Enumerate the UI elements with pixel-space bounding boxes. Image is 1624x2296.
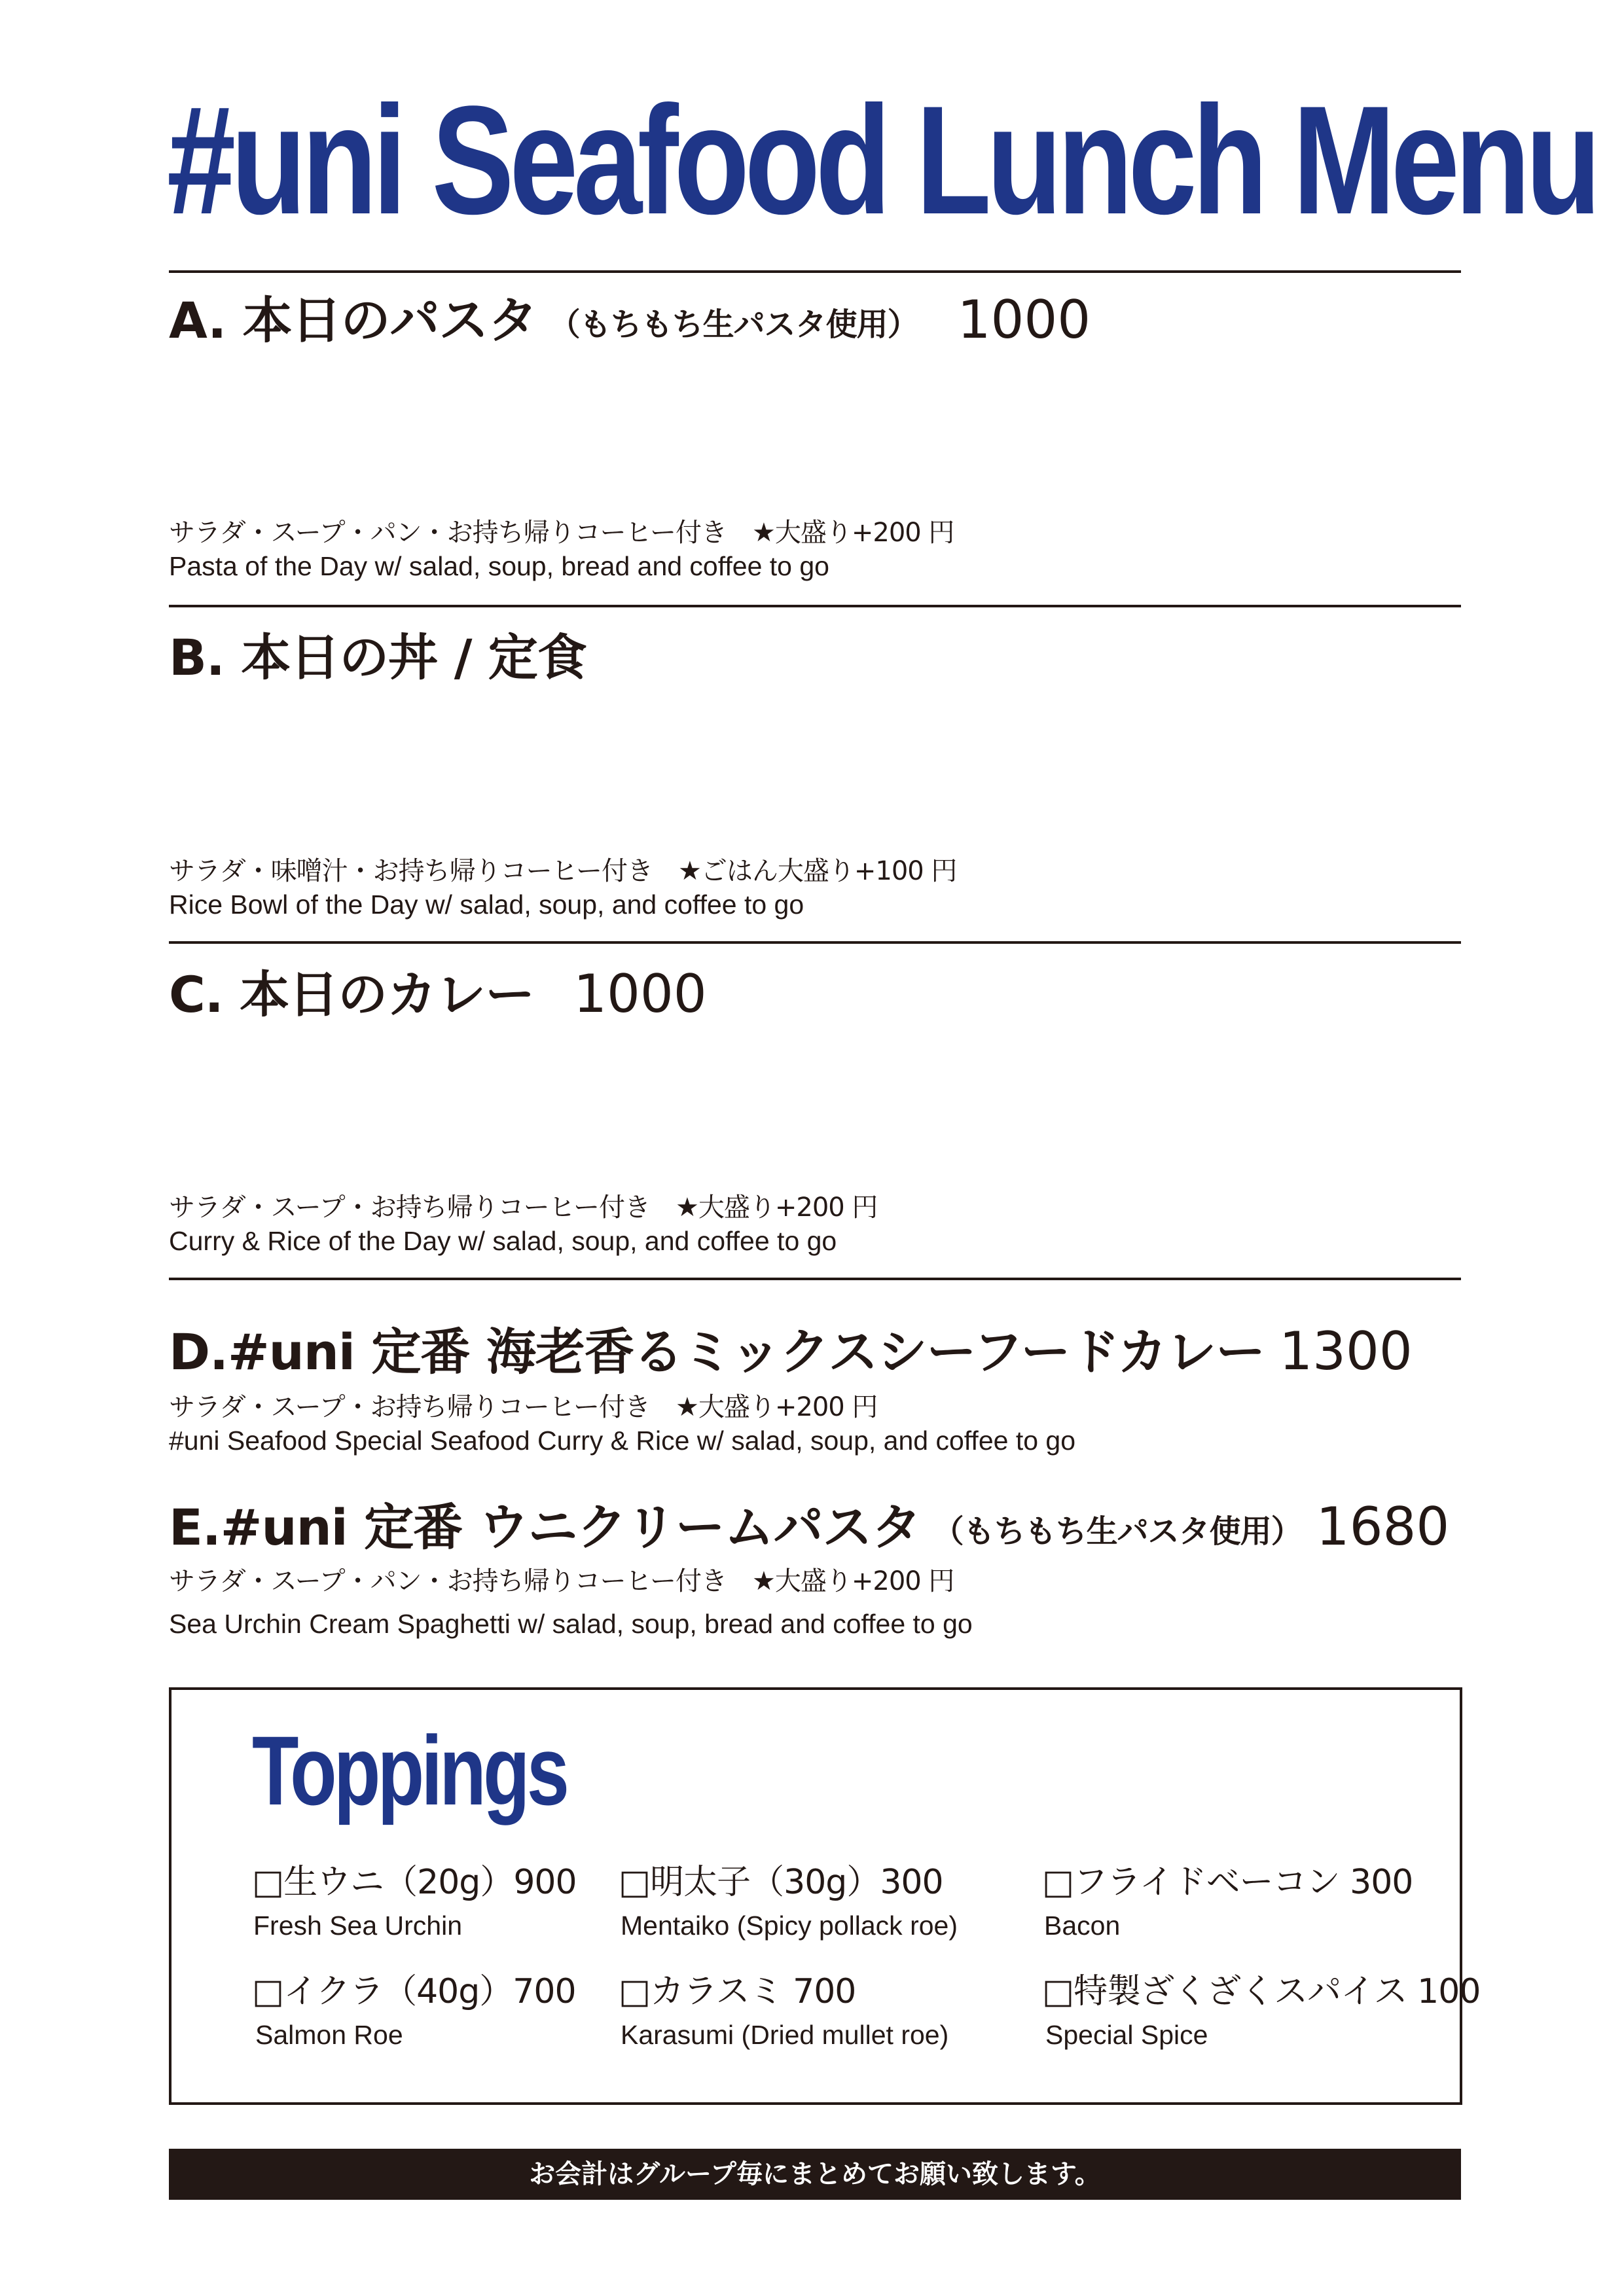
- menu-item-b-desc-jp: サラダ・味噌汁・お持ち帰りコーヒー付き ★ごはん大盛り+100 円: [169, 856, 957, 886]
- checkbox-icon[interactable]: □: [252, 1972, 284, 2011]
- menu-title: #uni Seafood Lunch Menu: [167, 74, 1597, 247]
- topping-item[interactable]: [619, 1863, 943, 1902]
- item-name: C. 本日のカレー: [169, 965, 535, 1024]
- item-price: 1000: [573, 963, 707, 1024]
- divider: [169, 270, 1461, 273]
- menu-item-c-desc-jp: サラダ・スープ・お持ち帰りコーヒー付き ★大盛り+200 円: [169, 1193, 878, 1223]
- topping-label-en: Special Spice: [1045, 2020, 1208, 2050]
- topping-item[interactable]: [252, 1863, 577, 1902]
- checkbox-icon[interactable]: □: [619, 1972, 651, 2011]
- topping-item[interactable]: [1042, 1972, 1480, 2011]
- menu-item-a-desc-jp: サラダ・スープ・パン・お持ち帰りコーヒー付き ★大盛り+200 円: [169, 518, 954, 548]
- divider: [169, 941, 1461, 944]
- topping-item[interactable]: [619, 1972, 856, 2011]
- menu-item-b-title: [169, 630, 586, 686]
- menu-item-d-title: [169, 1323, 1413, 1380]
- item-name: E.#uni 定番 ウニクリームパスタ: [169, 1498, 921, 1556]
- topping-item[interactable]: [1042, 1863, 1413, 1902]
- item-price: 1000: [957, 289, 1091, 350]
- topping-label: 生ウニ（20g）900: [283, 1863, 577, 1902]
- topping-label-en: Fresh Sea Urchin: [253, 1910, 463, 1941]
- topping-label-en: Karasumi (Dried mullet roe): [621, 2020, 949, 2050]
- item-note: （もちもち生パスタ使用）: [549, 306, 918, 343]
- topping-label-en: Salmon Roe: [255, 2020, 403, 2050]
- topping-label: 明太子（30g）300: [650, 1863, 943, 1902]
- checkbox-icon[interactable]: □: [1042, 1972, 1074, 2011]
- footer-notice: お会計はグループ毎にまとめてお願い致します。: [169, 2149, 1461, 2200]
- menu-item-a-title: [169, 289, 1091, 353]
- checkbox-icon[interactable]: □: [252, 1863, 284, 1902]
- item-name: D.#uni 定番 海老香るミックスシーフードカレー: [169, 1323, 1265, 1381]
- menu-item-d-desc-jp: サラダ・スープ・お持ち帰りコーヒー付き ★大盛り+200 円: [169, 1392, 878, 1422]
- menu-item-e-title: [169, 1496, 1450, 1560]
- topping-label-en: Bacon: [1044, 1910, 1121, 1941]
- divider: [169, 1278, 1461, 1280]
- menu-item-d-desc-en: #uni Seafood Special Seafood Curry & Rice w/ salad, soup, and coffee to go: [169, 1426, 1076, 1456]
- item-note: （もちもち生パスタ使用）: [932, 1513, 1302, 1550]
- menu-item-b-desc-en: Rice Bowl of the Day w/ salad, soup, and coffee to go: [169, 889, 804, 920]
- topping-label-en: Mentaiko (Spicy pollack roe): [621, 1910, 958, 1941]
- menu-item-e-desc-jp: サラダ・スープ・パン・お持ち帰りコーヒー付き ★大盛り+200 円: [169, 1566, 954, 1596]
- topping-label: 特製ざくざくスパイス 100: [1074, 1972, 1481, 2011]
- item-price: 1680: [1316, 1496, 1450, 1557]
- menu-item-e-desc-en: Sea Urchin Cream Spaghetti w/ salad, soup, bread and coffee to go: [169, 1609, 973, 1639]
- toppings-title: Toppings: [252, 1715, 567, 1825]
- topping-label: フライドベーコン 300: [1074, 1863, 1413, 1902]
- menu-item-c-desc-en: Curry & Rice of the Day w/ salad, soup, and coffee to go: [169, 1226, 837, 1256]
- divider: [169, 605, 1461, 607]
- item-name: A. 本日のパスタ: [169, 291, 537, 350]
- item-name: B. 本日の丼 / 定食: [169, 628, 586, 687]
- checkbox-icon[interactable]: □: [1042, 1863, 1074, 1902]
- item-price: 1300: [1279, 1321, 1413, 1382]
- checkbox-icon[interactable]: □: [619, 1863, 651, 1902]
- topping-label: イクラ（40g）700: [283, 1972, 576, 2011]
- menu-item-a-desc-en: Pasta of the Day w/ salad, soup, bread and coffee to go: [169, 551, 829, 581]
- topping-item[interactable]: [252, 1972, 576, 2011]
- menu-item-c-title: [169, 963, 707, 1024]
- topping-label: カラスミ 700: [650, 1972, 856, 2011]
